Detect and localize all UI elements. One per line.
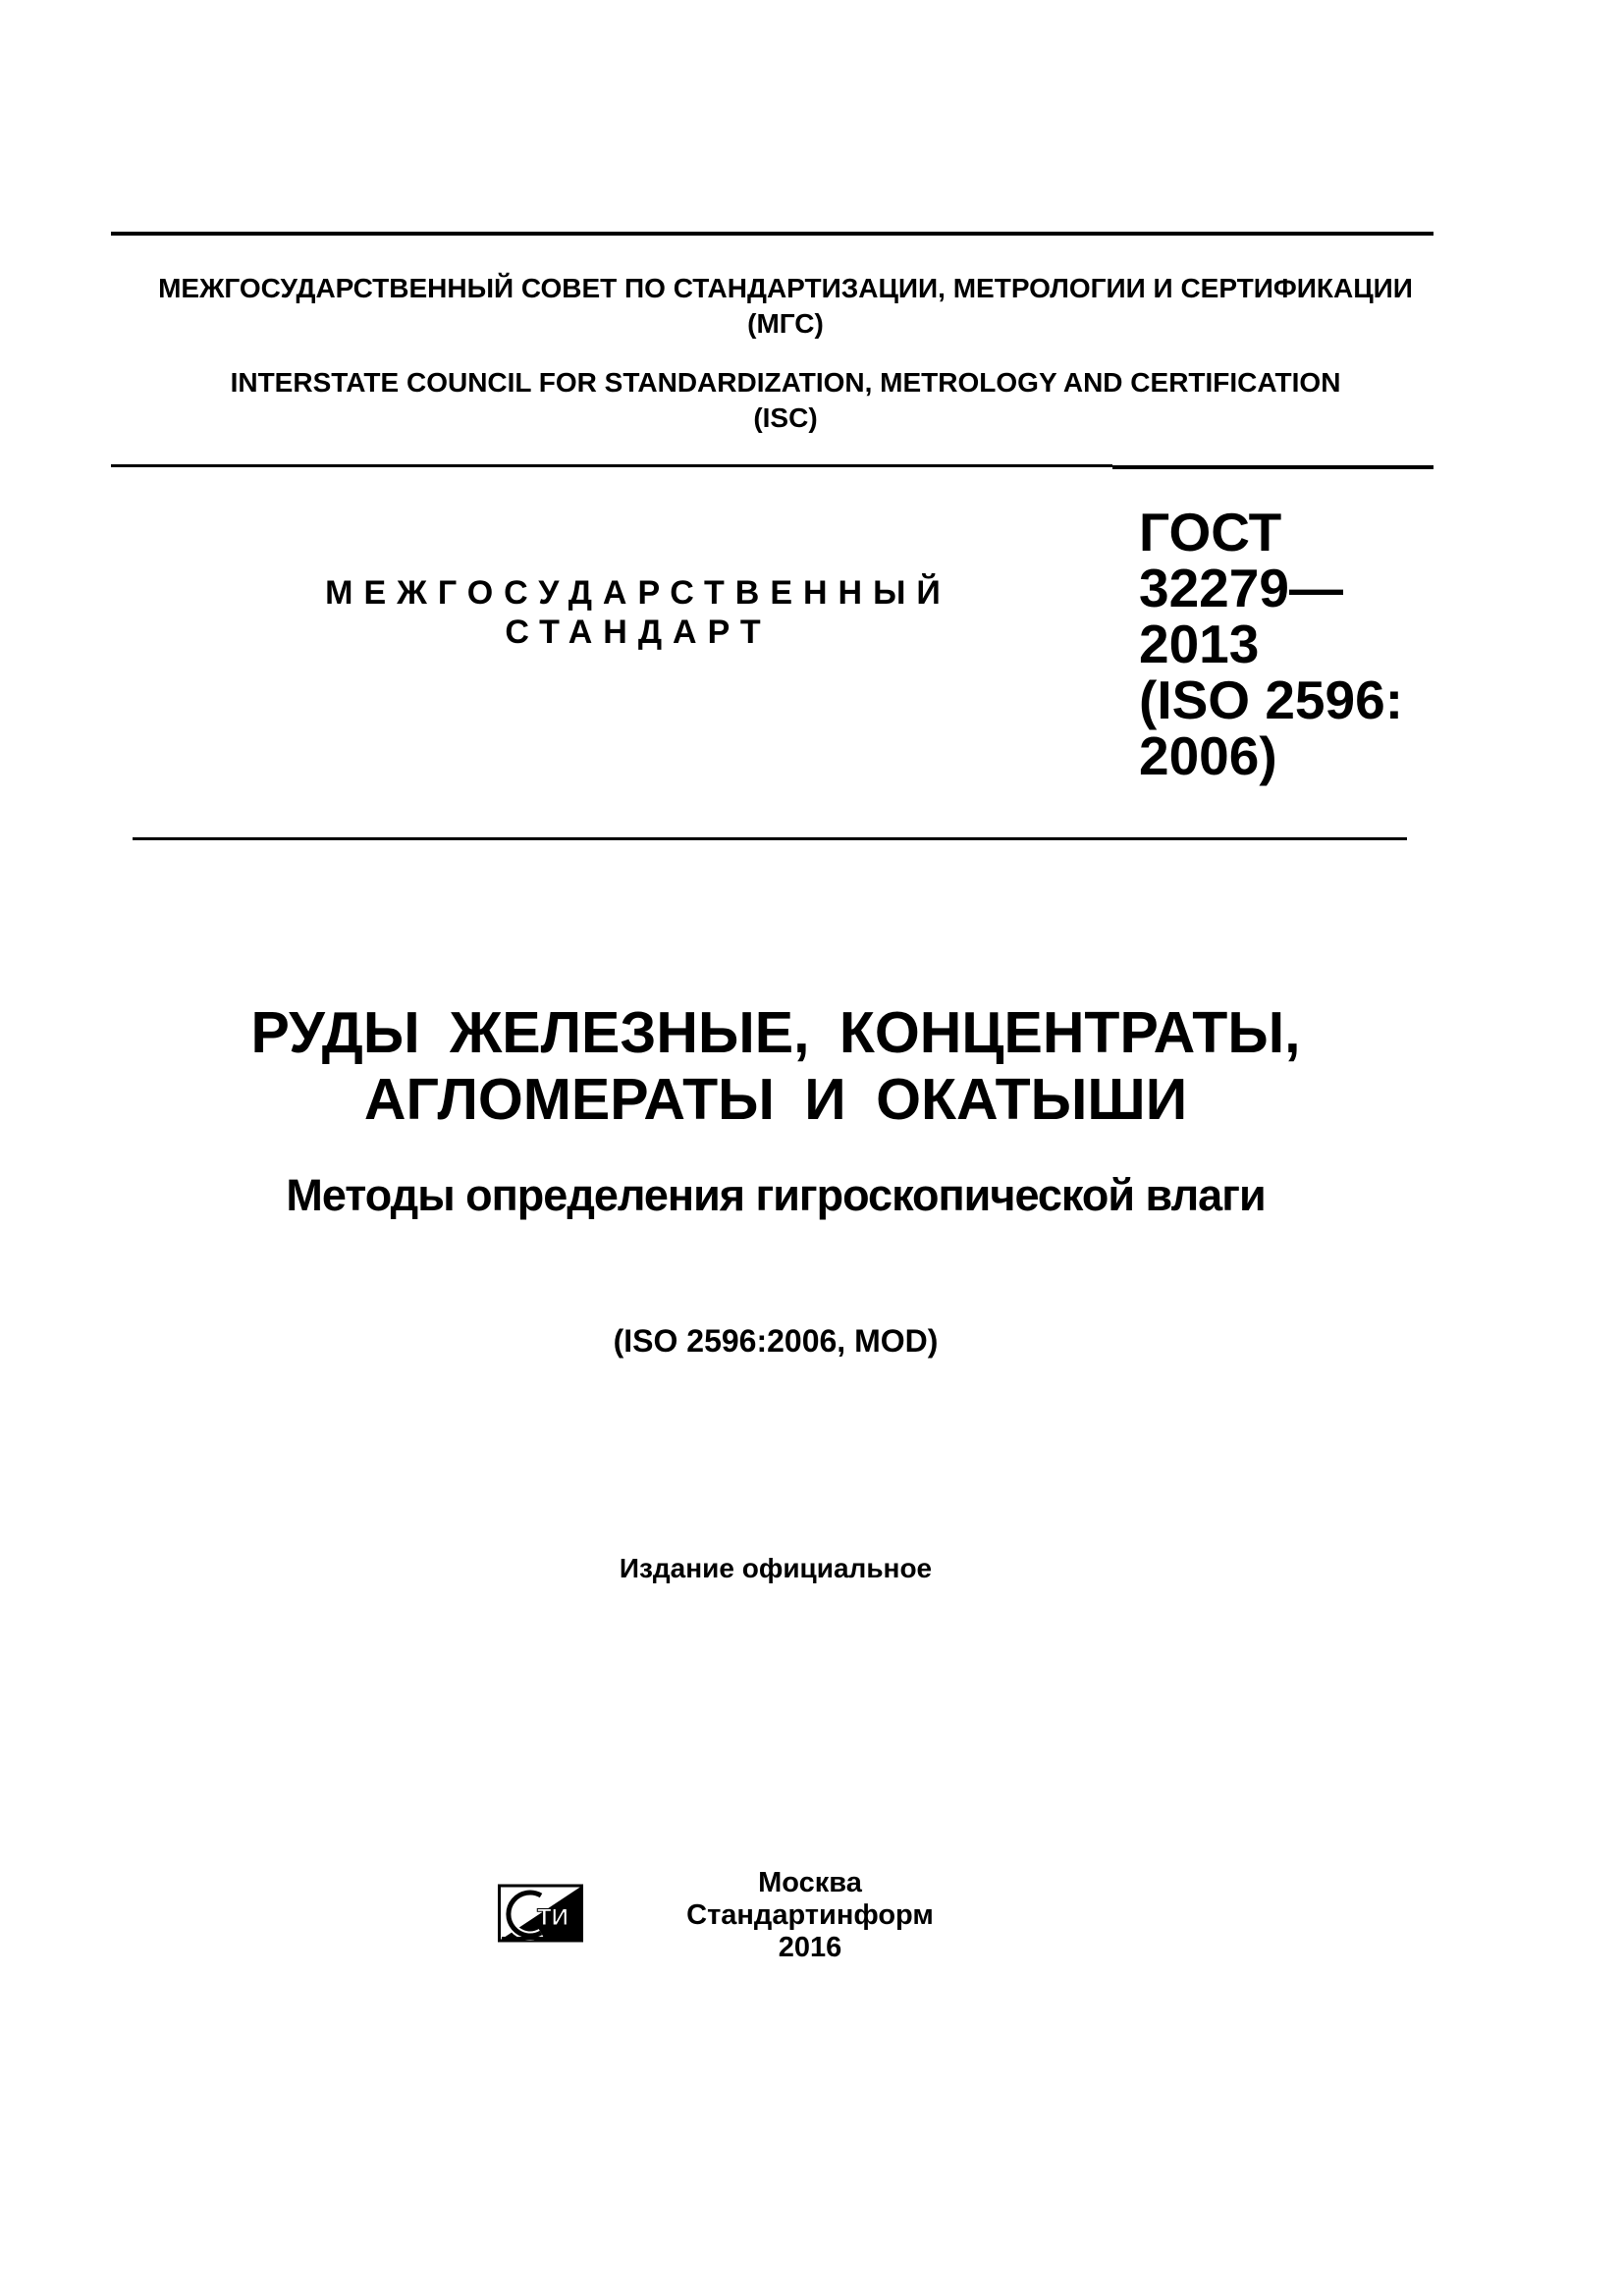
document-title-line1: РУДЫ ЖЕЛЕЗНЫЕ, КОНЦЕНТРАТЫ, (250, 1000, 1301, 1065)
council-en-name: INTERSTATE COUNCIL FOR STANDARDIZATION, METROLOGY AND CERTIFICATION (230, 367, 1341, 398)
publisher-name: Стандартинформ (686, 1899, 934, 1931)
edition-note: Издание официальное (619, 1553, 933, 1583)
standard-number-line: ГОСТ (1139, 502, 1282, 562)
standard-number-line: 2006) (1139, 725, 1277, 786)
header-rule-left (111, 464, 1112, 467)
standard-kind-line2: СТАНДАРТ (505, 614, 772, 651)
standard-kind-line1: МЕЖГОСУДАРСТВЕННЫЙ (325, 574, 951, 612)
standard-number-line: 32279— (1139, 558, 1343, 618)
iso-reference: (ISO 2596:2006, MOD) (613, 1323, 939, 1359)
publisher-city: Москва (758, 1867, 862, 1898)
document-title-line2: АГЛОМЕРАТЫ И ОКАТЫШИ (363, 1067, 1188, 1132)
publisher-block (628, 1867, 992, 1964)
standard-number-line: 2013 (1139, 614, 1260, 674)
document-title (128, 999, 1424, 1133)
council-ru (113, 271, 1458, 342)
standard-kind (275, 573, 1001, 652)
standartinform-logo-icon (498, 1878, 584, 1949)
council-en-abbr: (ISC) (753, 402, 818, 433)
section-rule (133, 837, 1407, 840)
council-en (113, 365, 1458, 436)
standard-number-line: (ISO 2596: (1139, 669, 1404, 730)
council-ru-abbr: (МГС) (747, 308, 824, 339)
standard-number (1139, 502, 1463, 786)
council-ru-name: МЕЖГОСУДАРСТВЕННЫЙ СОВЕТ ПО СТАНДАРТИЗАЦИИ, МЕТРОЛОГИИ И СЕРТИФИКАЦИИ (158, 273, 1413, 303)
svg-text:ТИ: ТИ (537, 1904, 568, 1931)
document-subtitle: Методы определения гигроскопической влаги (286, 1170, 1266, 1220)
publisher-year: 2016 (778, 1932, 842, 1963)
header-rule-right (1112, 465, 1434, 469)
top-rule (111, 232, 1434, 236)
